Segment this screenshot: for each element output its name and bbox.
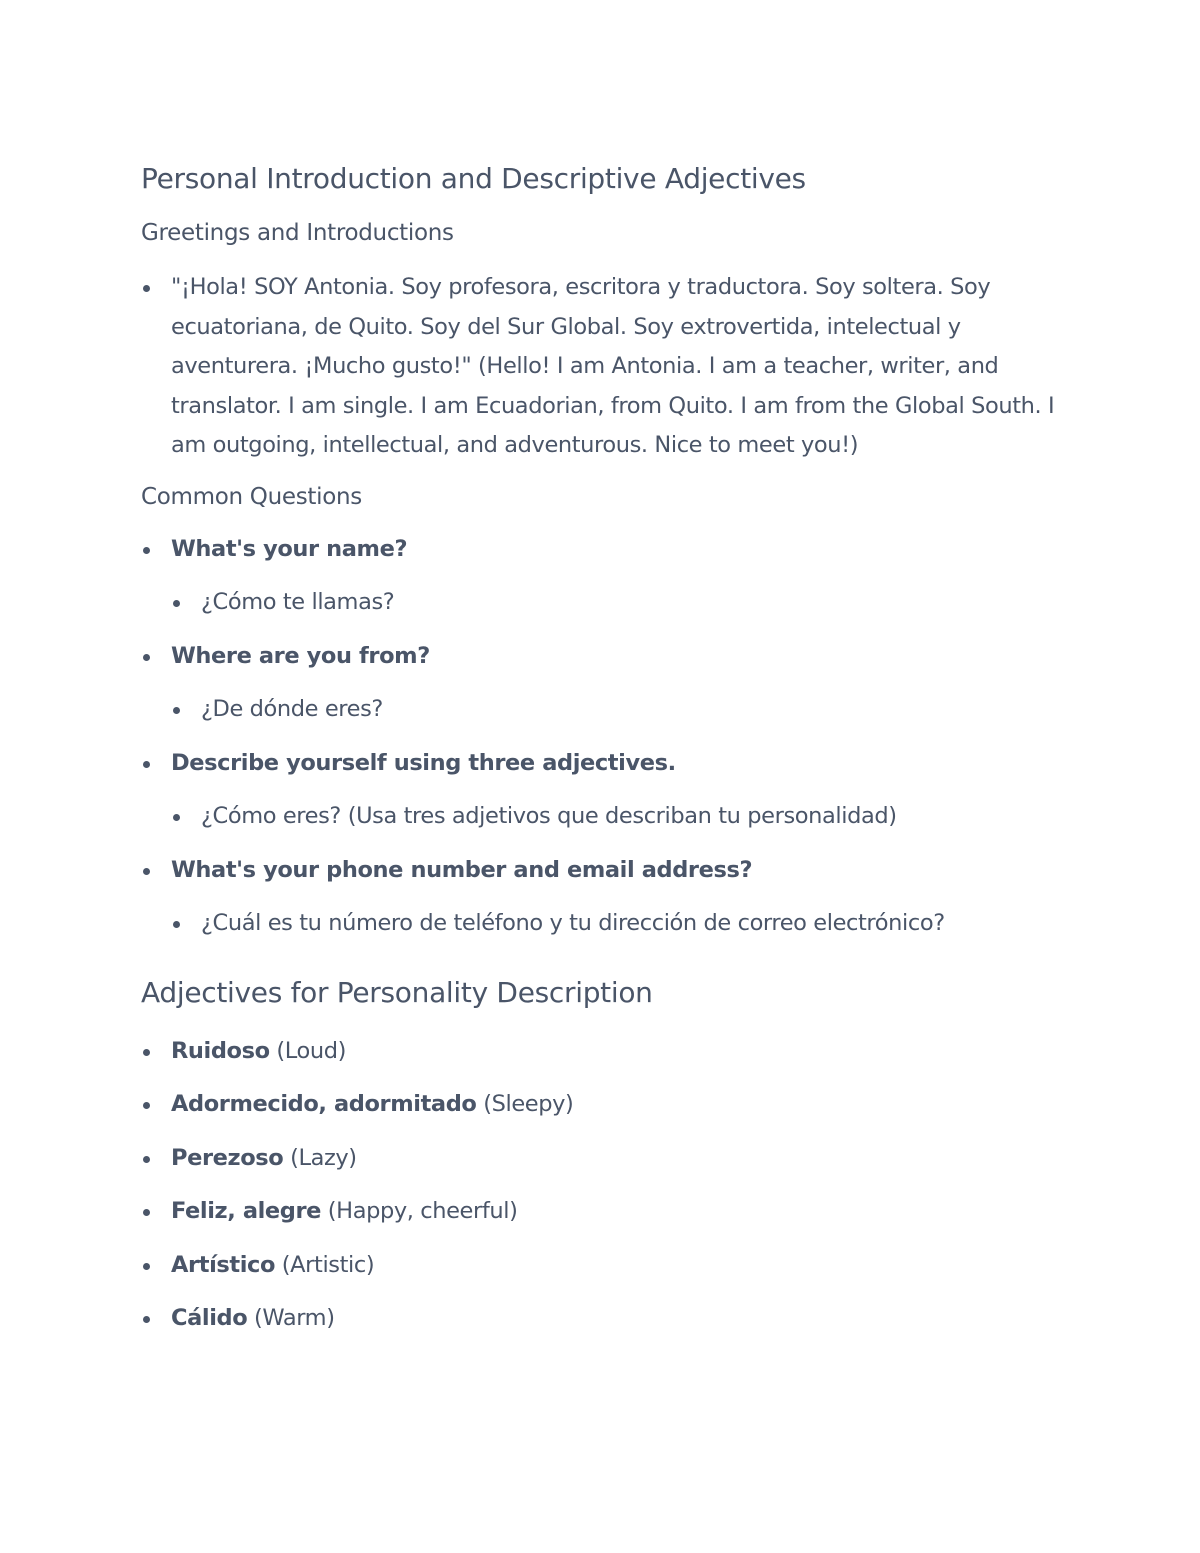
greetings-heading: Greetings and Introductions [141,220,454,246]
question-english: What's your phone number and email address? [171,856,753,883]
adjective-english: (Artistic) [275,1251,375,1278]
adjective-english: (Lazy) [283,1144,357,1171]
question-spanish: ¿Cómo eres? (Usa tres adjetivos que describan tu personalidad) [171,797,1061,837]
adjective-item [141,1192,1061,1232]
questions-list [141,530,1061,944]
document-page [141,158,1061,1339]
question-sublist [171,690,1061,730]
adjective-english: (Sleepy) [476,1091,574,1117]
adjective-item [141,1032,1061,1072]
question-item [141,744,1061,837]
question-sublist [171,904,1061,944]
adjective-spanish: Ruidoso [171,1037,270,1064]
common-questions-heading: Common Questions [141,483,362,510]
question-item [141,851,1061,944]
question-spanish: ¿De dónde eres? [171,690,1061,730]
question-english: Describe yourself using three adjectives. [171,749,676,776]
question-spanish: ¿Cuál es tu número de teléfono y tu dirección de correo electrónico? [171,904,1061,944]
adjective-item [141,1139,1061,1179]
adjective-spanish: Adormecido, adormitado [171,1091,477,1117]
adjective-english: (Warm) [247,1305,335,1331]
question-english: What's your name? [171,535,408,562]
adjectives-list [141,1032,1061,1339]
document-title: Personal Introduction and Descriptive Adjectives [141,162,806,195]
question-item [141,530,1061,623]
adjective-english: (Loud) [269,1037,347,1064]
adjectives-heading: Adjectives for Personality Description [141,975,653,1009]
adjective-item [141,1299,1061,1339]
adjective-spanish: Cálido [171,1305,248,1331]
adjective-item [141,1085,1061,1125]
question-sublist [171,797,1061,837]
question-sublist [171,583,1061,623]
greetings-list [141,268,1061,466]
adjective-spanish: Perezoso [171,1144,284,1171]
adjective-spanish: Feliz, alegre [171,1198,322,1224]
adjective-english: (Happy, cheerful) [321,1198,518,1224]
intro-paragraph: "¡Hola! SOY Antonia. Soy profesora, escritora y traductora. Soy soltera. Soy ecuatoriana, de Quito. Soy del Sur Global. Soy extrovertida, intelectual y aventurera. ¡Mucho gusto!" (Hello! I am Antonia. I am a teacher, writer, and translator. I am single. I am Ecuadorian, from Quito. I am from the Global South. I am outgoing, intellectual, and adventurous. Nice to meet you!) [141,268,1061,466]
adjective-spanish: Artístico [171,1251,276,1278]
question-item [141,637,1061,730]
adjective-item [141,1246,1061,1286]
question-english: Where are you from? [171,642,430,669]
question-spanish: ¿Cómo te llamas? [171,583,1061,623]
